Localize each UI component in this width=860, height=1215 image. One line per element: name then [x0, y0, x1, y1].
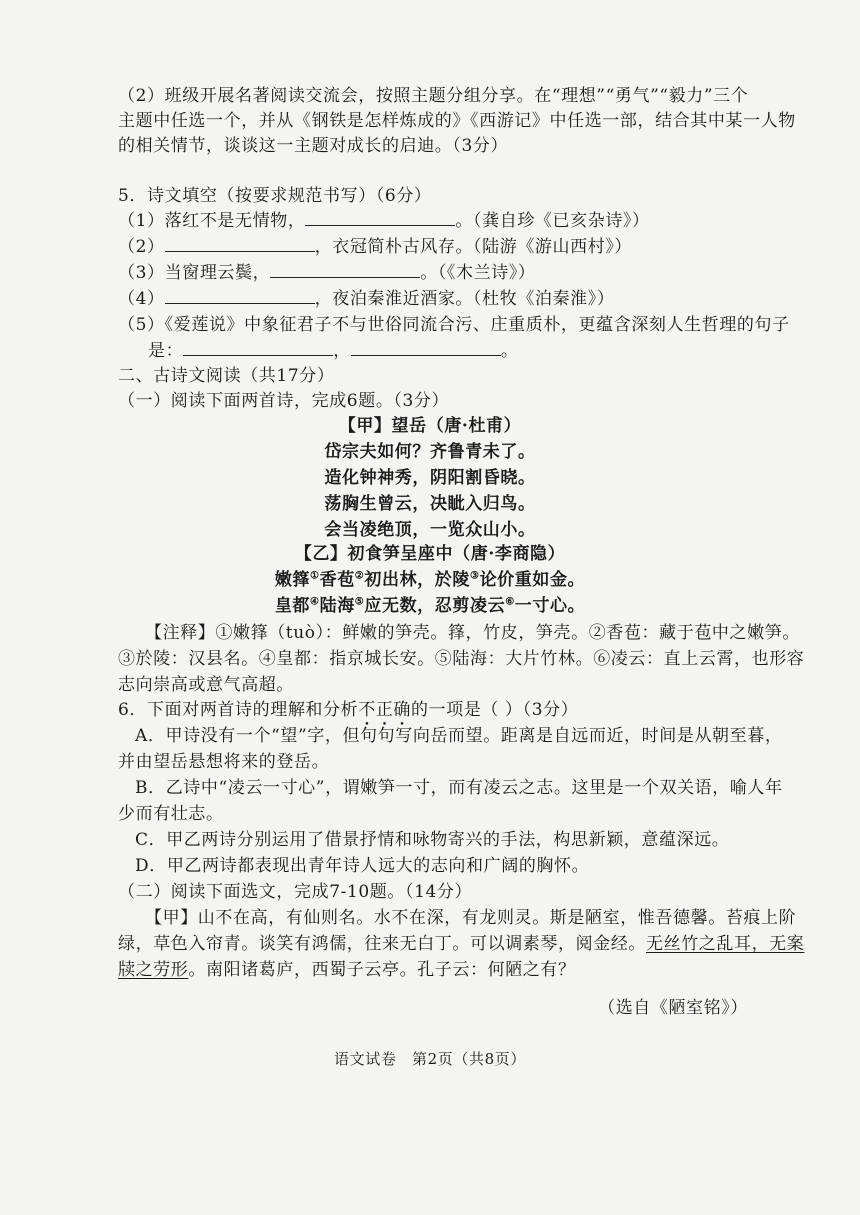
passage-line2 — [118, 932, 804, 956]
poem2-text: 一寸心。 — [514, 596, 586, 616]
section2-sub2: （二）阅读下面选文，完成7-10题。（14分） — [118, 882, 473, 902]
q6-option-d[interactable]: D．甲乙两诗都表现出青年诗人远大的志向和广阔的胸怀。 — [135, 856, 590, 876]
q6-option-a-line2: 并由望岳悬想将来的登岳。 — [118, 752, 330, 772]
page-footer: 语文试卷 第2页（共8页） — [334, 1050, 526, 1068]
notes-line2: ③於陵：汉县名。④皇都：指京城长安。⑤陆海：大片竹林。⑥凌云：直上云霄，也形容 — [118, 649, 805, 669]
q5-item-2-pre: （2） — [118, 237, 165, 257]
notes-line1: 【注释】①嫩箨（tuò）：鲜嫩的笋壳。箨，竹皮，笋壳。②香苞：藏于苞中之嫩笋。 — [145, 623, 800, 643]
q5-item-5-post: 。 — [500, 341, 519, 361]
q4-2-line2: 主题中任选一个，并从《钢铁是怎样炼成的》《西游记》中任选一部，结合其中某一人物 — [118, 111, 796, 131]
q5-item-3-pre: （3）当窗理云鬓， — [118, 263, 271, 283]
q5-item-5-mid: ， — [333, 341, 351, 361]
answer-blank[interactable] — [351, 339, 501, 356]
poem2-text: 陆海 — [319, 596, 355, 616]
q4-2-line1: （2）班级开展名著阅读交流会，按照主题分组分享。在“理想”“勇气”“毅力”三个 — [118, 86, 749, 106]
q6-option-b-line2: 少而有壮志。 — [118, 804, 224, 824]
passage-underlined: 无丝竹之乱耳，无案 — [646, 934, 805, 954]
poem2-title: 【乙】初食笋呈座中（唐·李商隐） — [294, 544, 566, 564]
passage-source: （选自《陋室铭》） — [598, 998, 748, 1018]
poem1-line: 会当凌绝顶，一览众山小。 — [324, 520, 536, 540]
footnote-mark: ② — [354, 570, 365, 582]
q5-item-5-line1: （5）《爱莲说》中象征君子不与世俗同流合污、庄重质朴，更蕴含深刻人生哲理的句子 — [118, 315, 790, 335]
poem2-text: 初出林，於陵 — [364, 570, 470, 590]
q6-stem-text: 的一项是（ ）（3分） — [411, 700, 579, 720]
footnote-mark: ④ — [310, 596, 320, 608]
q5-item-4 — [118, 287, 614, 311]
q5-item-2 — [118, 235, 632, 259]
q5-item-5-pre: 是： — [148, 341, 184, 361]
q5-item-1-post: 。（龚自珍《已亥杂诗》） — [455, 211, 650, 231]
poem2-text: 论价重如金。 — [479, 570, 586, 590]
answer-blank[interactable] — [305, 209, 455, 226]
passage-underlined: 牍之劳形 — [118, 960, 189, 980]
notes-line3: 志向崇高或意气高超。 — [118, 675, 294, 695]
passage-text: 绿，草色入帘青。谈笑有鸿儒，往来无白丁。可以调素琴，阅金经。 — [118, 934, 646, 954]
q5-item-3 — [118, 261, 536, 285]
q5-item-1-pre: （1）落红不是无情物， — [118, 211, 306, 231]
poem1-line: 荡胸生曾云，决眦入归鸟。 — [324, 494, 536, 514]
poem2-text: 皇都 — [274, 596, 311, 616]
passage-text: 。南阳诸葛庐，西蜀子云亭。孔子云：何陋之有？ — [188, 960, 576, 980]
answer-blank[interactable] — [183, 339, 333, 356]
q5-item-4-pre: （4） — [118, 289, 165, 309]
q5-heading: 5．诗文填空（按要求规范书写）（6分） — [118, 186, 432, 206]
section2-heading: 二、古诗文阅读（共17分） — [118, 366, 335, 386]
poem2-text: 香苞 — [319, 570, 355, 590]
answer-blank[interactable] — [165, 235, 315, 252]
poem2-text: 应无数，忍剪凌云 — [364, 596, 506, 616]
q6-option-a-line1[interactable]: A．甲诗没有一个“望”字，但句句写向岳而望。距离是自远而近，时间是从朝至暮， — [135, 726, 783, 746]
poem1-line: 岱宗夫如何？齐鲁青未了。 — [324, 442, 536, 462]
passage-line1: 【甲】山不在高，有仙则名。水不在深，有龙则灵。斯是陋室，惟吾德馨。苔痕上阶 — [145, 908, 797, 928]
q5-item-2-post: ，衣冠简朴古风存。（陆游《游山西村》） — [314, 237, 633, 257]
answer-blank[interactable] — [270, 261, 420, 278]
poem2-line1 — [0, 568, 860, 592]
q5-item-1 — [118, 209, 650, 233]
passage-line3 — [118, 958, 576, 982]
section2-sub1: （一）阅读下面两首诗，完成6题。（3分） — [118, 391, 450, 411]
q5-item-3-post: 。（《木兰诗》） — [420, 263, 536, 283]
poem1-line: 造化钟神秀，阴阳割昏晓。 — [324, 468, 536, 488]
footnote-mark: ⑤ — [354, 596, 365, 608]
q6-emphasis: 不正确 — [358, 700, 412, 720]
q6-option-c[interactable]: C．甲乙两诗分别运用了借景抒情和咏物寄兴的手法，构思新颖，意蕴深远。 — [135, 830, 730, 850]
poem1-title: 【甲】望岳（唐·杜甫） — [338, 416, 522, 436]
answer-blank[interactable] — [165, 287, 315, 304]
q4-2-line3: 的相关情节，谈谈这一主题对成长的启迪。（3分） — [118, 136, 509, 156]
footnote-mark: ③ — [469, 570, 480, 582]
poem2-line2 — [0, 594, 860, 618]
footnote-mark: ① — [310, 570, 320, 582]
q6-option-b-line1[interactable]: B．乙诗中“凌云一寸心”，谓嫩笋一寸，而有凌云之志。这里是一个双关语，喻人年 — [135, 778, 783, 798]
q5-item-5-line2 — [148, 339, 518, 363]
q5-item-4-post: ，夜泊秦淮近酒家。（杜牧《泊秦淮》） — [314, 289, 615, 309]
footnote-mark: ⑥ — [505, 596, 515, 608]
q6-stem-text: 6．下面对两首诗的理解和分析 — [118, 700, 359, 720]
poem2-text: 嫩箨 — [274, 570, 311, 590]
